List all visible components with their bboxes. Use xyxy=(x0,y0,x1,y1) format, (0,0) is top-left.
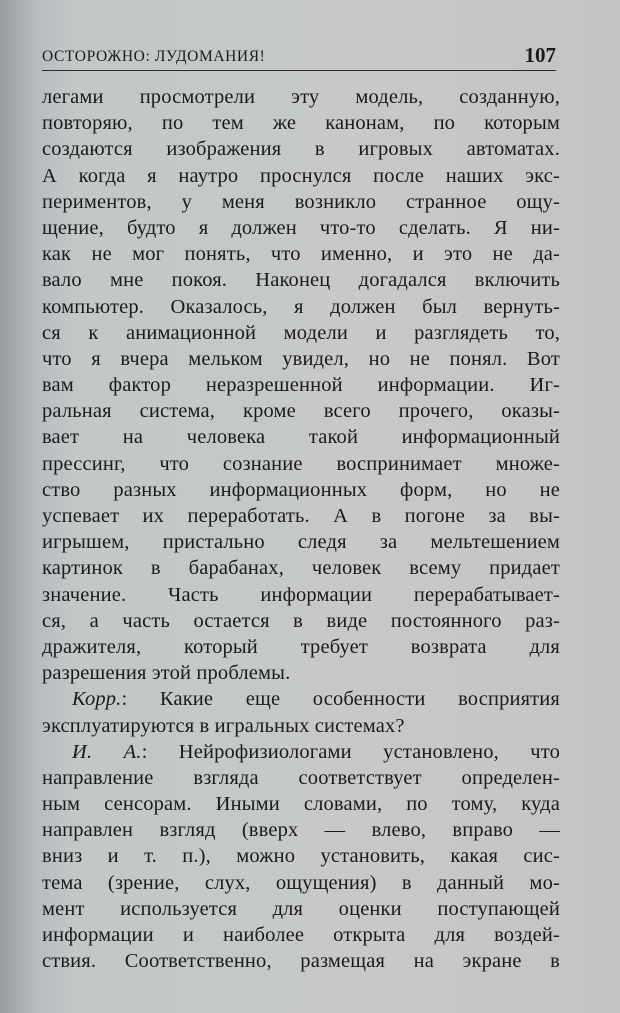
text-line: повторяю, по тем же канонам, по которым xyxy=(42,112,560,135)
text-line: ся, а часть остается в виде постоянного раз- xyxy=(42,609,560,632)
body-text xyxy=(42,84,560,974)
text-line: вало мне покоя. Наконец догадался включить xyxy=(42,269,560,292)
text-line: эксплуатируются в игральных системах? xyxy=(42,714,405,737)
text-line xyxy=(42,686,560,712)
text-line: значение. Часть информации перерабатывает- xyxy=(42,583,560,606)
page-header xyxy=(42,44,556,71)
text-line: как не мог понять, что именно, и это не да- xyxy=(42,243,560,266)
text-line: тема (зрение, слух, ощущения) в данный мо- xyxy=(42,871,560,894)
text-line: создаются изображения в игровых автоматах. xyxy=(42,138,560,161)
text-line: картинок в барабанах, человек всему придает xyxy=(42,557,560,580)
running-head: ОСТОРОЖНО: ЛУДОМАНИЯ! xyxy=(42,48,266,65)
text-line: периментов, у меня возникло странное ощу- xyxy=(42,190,560,213)
text-line: успевает их переработать. А в погоне за вы- xyxy=(42,505,560,527)
text-line: что я вчера мельком увидел, но не понял. Вот xyxy=(42,347,560,370)
paragraph-answer xyxy=(42,739,560,975)
text-line: вам фактор неразрешенной информации. Иг- xyxy=(42,374,560,397)
paragraph-question xyxy=(42,686,560,738)
answer-text: : Нейрофизиологами установлено, что xyxy=(141,740,561,763)
text-line: вает на человека такой информационный xyxy=(42,426,560,449)
page-number: 107 xyxy=(524,43,556,67)
text-line: информации и наиболее открыта для воздей- xyxy=(42,924,560,946)
text-line: дражителя, который требует возврата для xyxy=(42,635,560,658)
text-line: ствия. Соответственно, размещая на экране в xyxy=(42,950,560,973)
text-line: направление взгляда соответствует определен- xyxy=(42,766,560,789)
text-line: компьютер. Оказалось, я должен был вернуть- xyxy=(42,295,560,318)
text-line: прессинг, что сознание воспринимает множе- xyxy=(42,452,560,475)
text-line: ным сенсорам. Иными словами, по тому, куда xyxy=(42,793,560,816)
text-line: разрешения этой проблемы. xyxy=(42,662,291,685)
text-line: А когда я наутро проснулся после наших экс- xyxy=(42,164,560,187)
text-line: легами просмотрели эту модель, созданную, xyxy=(42,86,560,108)
text-line: ся к анимационной модели и разглядеть то, xyxy=(42,321,560,344)
text-line: игрышем, пристально следя за мельтешением xyxy=(42,531,560,554)
text-line: направлен взгляд (вверх — влево, вправо — xyxy=(42,819,560,842)
text-line xyxy=(42,739,560,765)
question-text: : Какие еще особенности восприятия xyxy=(121,688,560,711)
speaker-correspondent: Корр. xyxy=(72,688,122,711)
text-line: мент используется для оценки поступающей xyxy=(42,897,560,920)
paragraph-narrative xyxy=(42,84,560,686)
text-line: ральная система, кроме всего прочего, оказы- xyxy=(42,400,560,423)
text-line: ство разных информационных форм, но не xyxy=(42,478,560,501)
text-line: щение, будто я должен что-то сделать. Я ни- xyxy=(42,216,560,239)
text-line: вниз и т. п.), можно установить, какая сис- xyxy=(42,845,560,868)
speaker-interviewee: И. А. xyxy=(72,740,142,763)
